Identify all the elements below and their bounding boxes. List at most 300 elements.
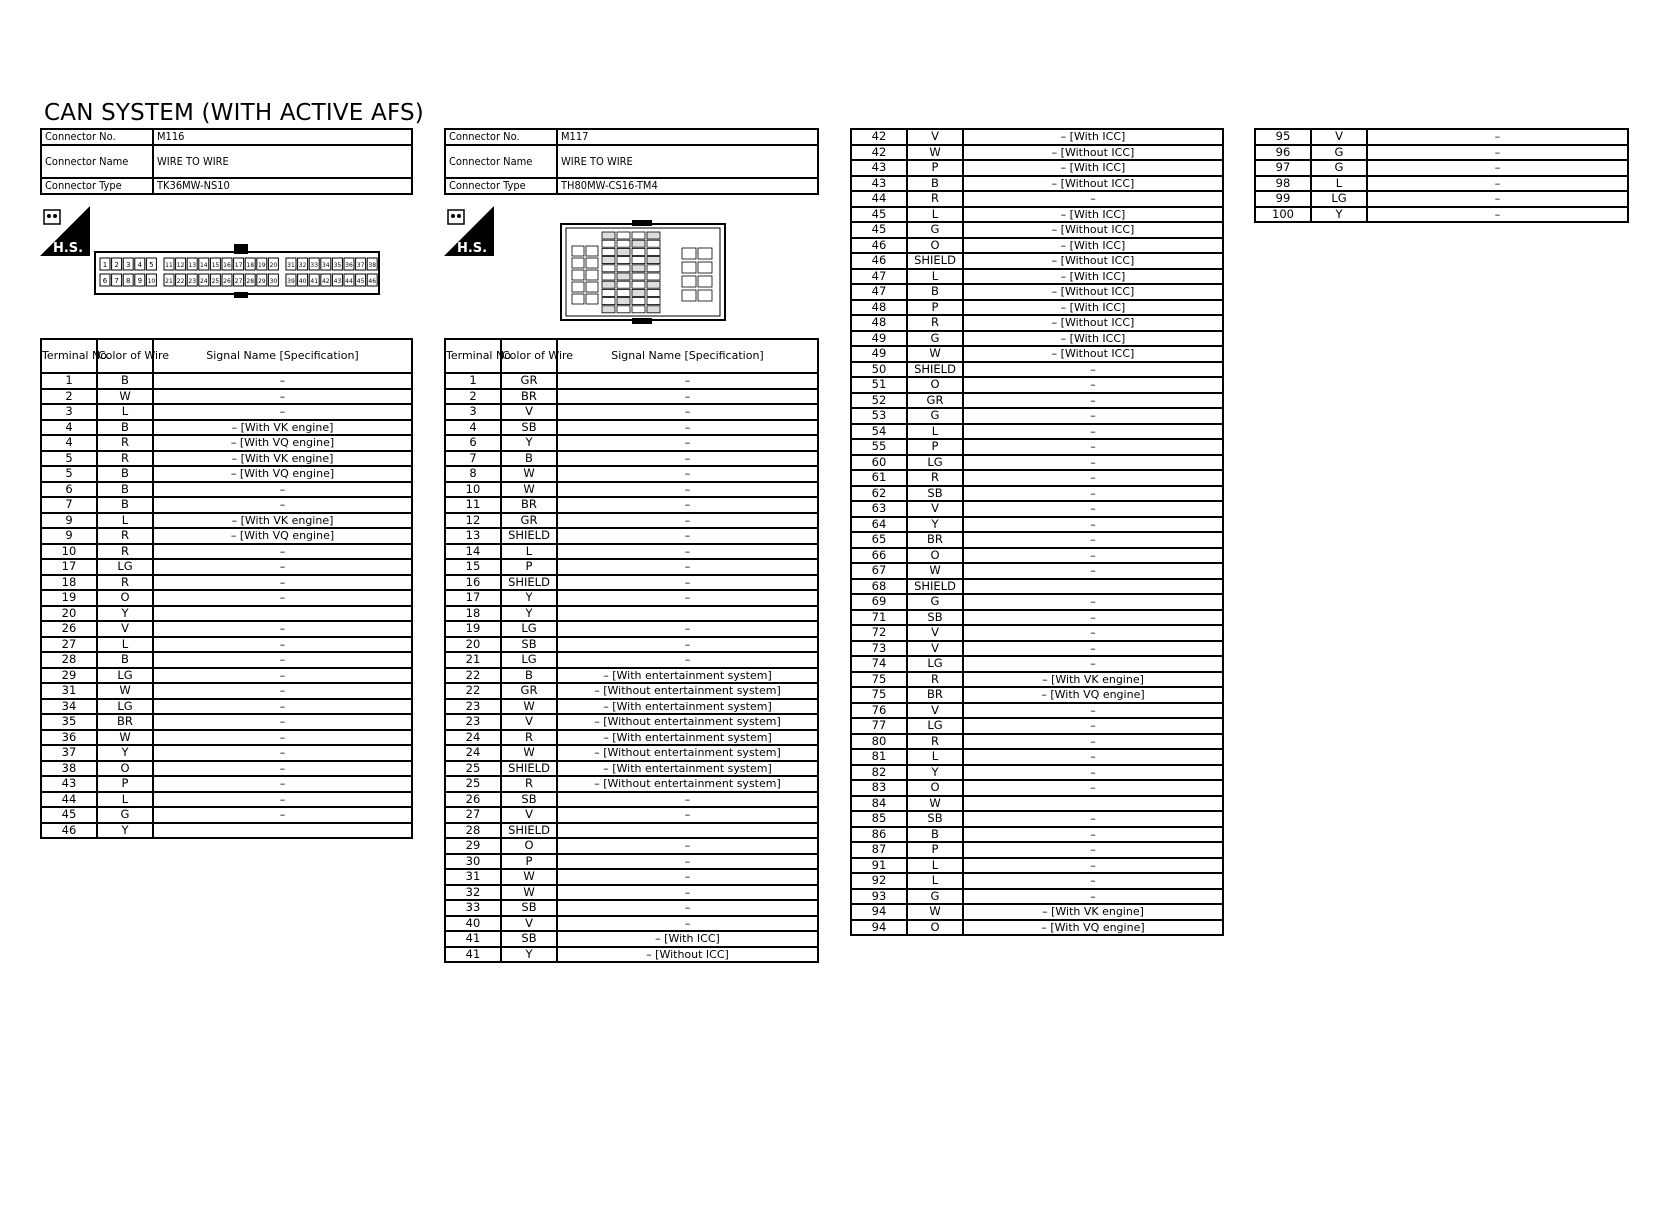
signal-name-cell: – [With VQ engine] (153, 466, 412, 482)
hs-label: H.S. (456, 241, 488, 256)
terminal-no-cell: 43 (851, 160, 907, 176)
connector-name-label: Connector Name (445, 145, 557, 178)
signal-name-cell (557, 606, 818, 622)
wire-color-cell: V (907, 625, 963, 641)
wire-color-cell: SB (501, 637, 557, 653)
wire-color-cell: L (907, 269, 963, 285)
terminal-no-cell: 28 (41, 652, 97, 668)
signal-name-cell: – (963, 393, 1223, 409)
terminal-no-cell: 40 (445, 916, 501, 932)
pin-cavity (682, 290, 696, 301)
signal-name-cell: – (963, 734, 1223, 750)
table-row (851, 594, 1223, 610)
wire-color-cell: L (907, 873, 963, 889)
wire-color-cell: G (1311, 145, 1367, 161)
terminal-no-cell: 50 (851, 362, 907, 378)
table-row (445, 792, 818, 808)
pin-number: 17 (234, 262, 243, 269)
wire-color-cell: G (907, 222, 963, 238)
pin-number: 41 (310, 278, 319, 285)
wire-color-cell: L (501, 544, 557, 560)
signal-name-cell: – [Without entertainment system] (557, 683, 818, 699)
signal-name-cell: – (153, 575, 412, 591)
wire-color-cell: SHIELD (501, 823, 557, 839)
table-row (445, 482, 818, 498)
terminal-no-cell: 72 (851, 625, 907, 641)
connector-type-value: TH80MW-CS16-TM4 (557, 178, 818, 194)
signal-name-cell: – (557, 559, 818, 575)
wire-color-cell: R (501, 730, 557, 746)
signal-name-cell: – (557, 900, 818, 916)
table-row (41, 792, 412, 808)
signal-name-cell: – [With VK engine] (153, 420, 412, 436)
terminal-no-cell: 46 (851, 253, 907, 269)
pin-number: 24 (199, 278, 208, 285)
terminal-no-cell: 2 (445, 389, 501, 405)
pin-cavity (617, 240, 630, 247)
table-row (445, 389, 818, 405)
pin-number: 43 (333, 278, 342, 285)
pin-cavity (586, 282, 598, 292)
terminal-no-cell: 63 (851, 501, 907, 517)
terminal-no-cell: 94 (851, 904, 907, 920)
terminal-no-cell: 6 (445, 435, 501, 451)
signal-name-cell: – (963, 517, 1223, 533)
signal-name-cell: – (963, 718, 1223, 734)
signal-name-cell (557, 823, 818, 839)
table-row (445, 404, 818, 420)
table-row (851, 222, 1223, 238)
table-row (41, 373, 412, 389)
pin-cavity (632, 257, 645, 264)
wire-color-cell: L (97, 637, 153, 653)
signal-name-cell: – (153, 404, 412, 420)
terminal-no-cell: 12 (445, 513, 501, 529)
table-row (445, 497, 818, 513)
table-row (41, 823, 412, 839)
table-row (1255, 207, 1628, 223)
table-row (851, 904, 1223, 920)
terminal-no-cell: 9 (41, 528, 97, 544)
terminal-no-cell: 60 (851, 455, 907, 471)
signal-name-cell: – (557, 916, 818, 932)
connector-info-m116 (40, 128, 413, 195)
signal-name-cell: – (153, 761, 412, 777)
terminal-no-cell: 19 (445, 621, 501, 637)
pin-number: 42 (321, 278, 330, 285)
table-row (445, 420, 818, 436)
table-row (851, 641, 1223, 657)
wire-color-cell: GR (501, 373, 557, 389)
table-row (41, 807, 412, 823)
pin-cavity (682, 248, 696, 259)
signal-name-cell: – [Without ICC] (963, 346, 1223, 362)
signal-name-cell: – (963, 563, 1223, 579)
table-row (851, 889, 1223, 905)
pin-cavity (602, 298, 615, 305)
terminal-no-cell: 21 (445, 652, 501, 668)
terminal-no-cell: 49 (851, 346, 907, 362)
pin-number: 4 (137, 261, 143, 269)
signal-name-cell: – (153, 559, 412, 575)
terminal-no-cell: 95 (1255, 129, 1311, 145)
wire-color-cell: W (97, 683, 153, 699)
table-row (851, 718, 1223, 734)
table-row (851, 656, 1223, 672)
terminal-no-cell: 23 (445, 699, 501, 715)
table-row (851, 470, 1223, 486)
wire-color-cell: W (501, 699, 557, 715)
signal-name-cell: – (963, 455, 1223, 471)
terminal-no-cell: 24 (445, 730, 501, 746)
terminal-no-cell: 67 (851, 563, 907, 579)
table-row (851, 424, 1223, 440)
table-row (41, 730, 412, 746)
terminal-no-cell: 43 (41, 776, 97, 792)
table-row (41, 575, 412, 591)
table-row (41, 621, 412, 637)
terminal-no-cell: 75 (851, 687, 907, 703)
signal-name-cell: – (963, 858, 1223, 874)
pin-number: 33 (310, 262, 319, 269)
table-row (41, 466, 412, 482)
wire-color-cell: W (501, 869, 557, 885)
wire-color-cell: W (907, 346, 963, 362)
terminal-no-cell: 13 (445, 528, 501, 544)
terminal-no-cell: 5 (41, 451, 97, 467)
connector-type-label: Connector Type (41, 178, 153, 194)
table-row (851, 734, 1223, 750)
wire-color-cell: V (907, 501, 963, 517)
signal-name-cell: – [With ICC] (963, 129, 1223, 145)
table-row (445, 869, 818, 885)
wire-color-cell: B (97, 482, 153, 498)
color-of-wire-header: Color of Wire (97, 339, 153, 373)
pin-number: 6 (102, 277, 108, 285)
signal-name-cell: – (153, 683, 412, 699)
pin-cavity (632, 281, 645, 288)
table-row (851, 811, 1223, 827)
table-row (41, 714, 412, 730)
table-row (445, 683, 818, 699)
wire-color-cell: R (501, 776, 557, 792)
wire-color-cell: V (907, 129, 963, 145)
terminal-no-cell: 42 (851, 145, 907, 161)
signal-name-cell: – [With ICC] (963, 300, 1223, 316)
wire-color-cell: SHIELD (501, 575, 557, 591)
signal-name-cell: – (963, 362, 1223, 378)
signal-name-cell: – (153, 776, 412, 792)
signal-name-cell: – (963, 532, 1223, 548)
table-row (445, 714, 818, 730)
signal-name-cell (963, 796, 1223, 812)
signal-name-header: Signal Name [Specification] (557, 339, 818, 373)
pin-number: 3 (125, 261, 131, 269)
signal-name-cell: – [With ICC] (557, 931, 818, 947)
terminal-no-cell: 30 (445, 854, 501, 870)
pin-number: 36 (345, 262, 353, 269)
pin-number: 22 (176, 278, 185, 285)
pin-cavity (617, 306, 630, 313)
pin-cavity (698, 290, 712, 301)
terminal-no-cell: 91 (851, 858, 907, 874)
pin-cavity (632, 240, 645, 247)
table-row (851, 408, 1223, 424)
pin-cavity (586, 258, 598, 268)
table-row (851, 563, 1223, 579)
signal-name-cell: – (963, 765, 1223, 781)
wire-color-cell: SB (501, 900, 557, 916)
terminal-no-cell: 93 (851, 889, 907, 905)
table-row (41, 451, 412, 467)
signal-name-cell: – (963, 548, 1223, 564)
wire-color-cell: GR (501, 513, 557, 529)
wire-color-cell: B (907, 176, 963, 192)
pin-number: 8 (125, 277, 131, 285)
signal-name-cell: – (557, 575, 818, 591)
wire-color-cell: O (907, 548, 963, 564)
pin-number: 40 (298, 278, 307, 285)
terminal-no-cell: 44 (41, 792, 97, 808)
signal-name-cell: – [Without ICC] (963, 145, 1223, 161)
wire-color-cell: GR (907, 393, 963, 409)
terminal-no-cell: 3 (445, 404, 501, 420)
terminal-no-cell: 96 (1255, 145, 1311, 161)
signal-name-cell: – (1367, 207, 1628, 223)
table-row (41, 497, 412, 513)
table-row (445, 730, 818, 746)
terminal-no-cell: 51 (851, 377, 907, 393)
table-row (41, 745, 412, 761)
pin-cavity (647, 281, 660, 288)
terminal-no-cell: 26 (445, 792, 501, 808)
harness-side-icon (444, 206, 494, 256)
wire-color-cell: O (907, 780, 963, 796)
wire-color-cell: W (501, 466, 557, 482)
table-row (851, 486, 1223, 502)
table-row (41, 482, 412, 498)
terminal-no-cell: 25 (445, 761, 501, 777)
pin-cavity (647, 273, 660, 280)
signal-name-cell: – (153, 714, 412, 730)
pin-cavity (647, 257, 660, 264)
terminal-no-cell: 35 (41, 714, 97, 730)
wire-color-cell: L (907, 207, 963, 223)
terminal-no-cell: 28 (445, 823, 501, 839)
m117-terminal-table-continued-2 (1254, 128, 1629, 223)
table-row (851, 176, 1223, 192)
pin-number: 45 (356, 278, 365, 285)
signal-name-cell: – [With entertainment system] (557, 699, 818, 715)
terminal-no-cell: 4 (41, 435, 97, 451)
table-row (445, 373, 818, 389)
wire-color-cell: LG (1311, 191, 1367, 207)
pin-number: 10 (147, 278, 156, 285)
table-row (851, 238, 1223, 254)
table-row (41, 528, 412, 544)
signal-name-cell: – (153, 652, 412, 668)
pin-cavity (647, 248, 660, 255)
wire-color-cell: R (97, 528, 153, 544)
table-row (445, 559, 818, 575)
terminal-no-cell: 29 (445, 838, 501, 854)
signal-name-cell: – [With entertainment system] (557, 730, 818, 746)
signal-name-cell (153, 823, 412, 839)
terminal-no-cell: 11 (445, 497, 501, 513)
terminal-no-cell: 100 (1255, 207, 1311, 223)
signal-name-cell: – (963, 889, 1223, 905)
table-row (445, 513, 818, 529)
signal-name-cell: – (557, 482, 818, 498)
terminal-no-cell: 25 (445, 776, 501, 792)
signal-name-cell: – [Without entertainment system] (557, 745, 818, 761)
signal-name-cell: – (557, 404, 818, 420)
signal-name-cell: – [With VQ engine] (153, 528, 412, 544)
pin-cavity (632, 248, 645, 255)
wire-color-cell: W (907, 796, 963, 812)
terminal-no-cell: 65 (851, 532, 907, 548)
table-row (445, 885, 818, 901)
terminal-no-cell: 61 (851, 470, 907, 486)
wire-color-cell: B (97, 497, 153, 513)
table-row (445, 451, 818, 467)
signal-name-cell: – (963, 501, 1223, 517)
wire-color-cell: Y (907, 765, 963, 781)
terminal-no-cell: 14 (445, 544, 501, 560)
signal-name-cell: – (557, 513, 818, 529)
table-row (445, 807, 818, 823)
terminal-no-cell: 3 (41, 404, 97, 420)
wire-color-cell: LG (501, 652, 557, 668)
table-row (851, 532, 1223, 548)
signal-name-cell: – [Without ICC] (557, 947, 818, 963)
signal-name-cell (963, 579, 1223, 595)
wire-color-cell: R (97, 544, 153, 560)
pin-number: 27 (234, 278, 243, 285)
wire-color-cell: R (97, 451, 153, 467)
wire-color-cell: P (907, 842, 963, 858)
table-row (851, 315, 1223, 331)
wire-color-cell: W (501, 482, 557, 498)
pin-cavity (632, 298, 645, 305)
terminal-no-cell: 48 (851, 315, 907, 331)
wire-color-cell: L (97, 792, 153, 808)
table-row (445, 544, 818, 560)
connector-name-value: WIRE TO WIRE (153, 145, 412, 178)
connector-type-value: TK36MW-NS10 (153, 178, 412, 194)
terminal-no-cell: 48 (851, 300, 907, 316)
wire-color-cell: O (907, 377, 963, 393)
wire-color-cell: R (907, 470, 963, 486)
wire-color-cell: L (1311, 176, 1367, 192)
terminal-no-cell: 55 (851, 439, 907, 455)
wire-color-cell: Y (501, 947, 557, 963)
terminal-no-cell: 44 (851, 191, 907, 207)
terminal-no-cell: 80 (851, 734, 907, 750)
wire-color-cell: W (501, 885, 557, 901)
pin-cavity (602, 273, 615, 280)
wire-color-cell: LG (97, 559, 153, 575)
pin-number: 13 (188, 262, 197, 269)
signal-name-cell: – (963, 191, 1223, 207)
wire-color-cell: SHIELD (907, 362, 963, 378)
signal-name-cell: – (153, 668, 412, 684)
pin-cavity (572, 246, 584, 256)
wire-color-cell: W (97, 730, 153, 746)
signal-name-cell: – (557, 792, 818, 808)
wire-color-cell: V (501, 916, 557, 932)
signal-name-cell: – (153, 590, 412, 606)
pin-number: 28 (246, 278, 255, 285)
signal-name-cell: – (963, 641, 1223, 657)
signal-name-cell: – [Without ICC] (963, 176, 1223, 192)
wire-color-cell: V (907, 641, 963, 657)
table-row (445, 466, 818, 482)
terminal-no-cell: 66 (851, 548, 907, 564)
signal-name-cell: – (963, 625, 1223, 641)
pin-cavity (617, 298, 630, 305)
wire-color-cell: L (97, 404, 153, 420)
terminal-no-cell: 36 (41, 730, 97, 746)
terminal-no-cell: 31 (41, 683, 97, 699)
table-row (41, 668, 412, 684)
wire-color-cell: Y (501, 590, 557, 606)
wire-color-cell: LG (97, 668, 153, 684)
pin-number: 46 (368, 278, 377, 285)
terminal-no-cell: 16 (445, 575, 501, 591)
connector-name-label: Connector Name (41, 145, 153, 178)
signal-name-cell: – [With ICC] (963, 331, 1223, 347)
wire-color-cell: V (97, 621, 153, 637)
wire-color-cell: SB (907, 610, 963, 626)
wire-color-cell: Y (501, 435, 557, 451)
signal-name-cell: – (557, 420, 818, 436)
table-row (41, 652, 412, 668)
signal-name-cell: – [With entertainment system] (557, 668, 818, 684)
signal-name-cell: – (557, 497, 818, 513)
pin-cavity (632, 289, 645, 296)
table-row (851, 346, 1223, 362)
connector-no-value: M116 (153, 129, 412, 145)
table-row (851, 842, 1223, 858)
signal-name-cell: – (963, 486, 1223, 502)
terminal-no-cell: 18 (41, 575, 97, 591)
pin-number: 7 (114, 277, 119, 285)
signal-name-cell: – [Without entertainment system] (557, 776, 818, 792)
wire-color-cell: P (501, 559, 557, 575)
table-row (1255, 160, 1628, 176)
connector-no-label: Connector No. (41, 129, 153, 145)
table-row (41, 761, 412, 777)
table-row (445, 528, 818, 544)
pin-cavity (698, 248, 712, 259)
terminal-no-cell: 4 (445, 420, 501, 436)
pin-cavity (698, 262, 712, 273)
table-row (445, 776, 818, 792)
pin-number: 35 (333, 262, 342, 269)
m117-terminal-table-continued (850, 128, 1224, 936)
signal-name-cell: – (153, 482, 412, 498)
table-row (1255, 191, 1628, 207)
signal-name-cell: – (557, 652, 818, 668)
connector-m116-diagram (94, 242, 380, 300)
wire-color-cell: SB (907, 811, 963, 827)
signal-name-cell: – (557, 807, 818, 823)
terminal-no-cell: 69 (851, 594, 907, 610)
wire-color-cell: W (907, 904, 963, 920)
wire-color-cell: B (97, 466, 153, 482)
terminal-no-cell: 5 (41, 466, 97, 482)
